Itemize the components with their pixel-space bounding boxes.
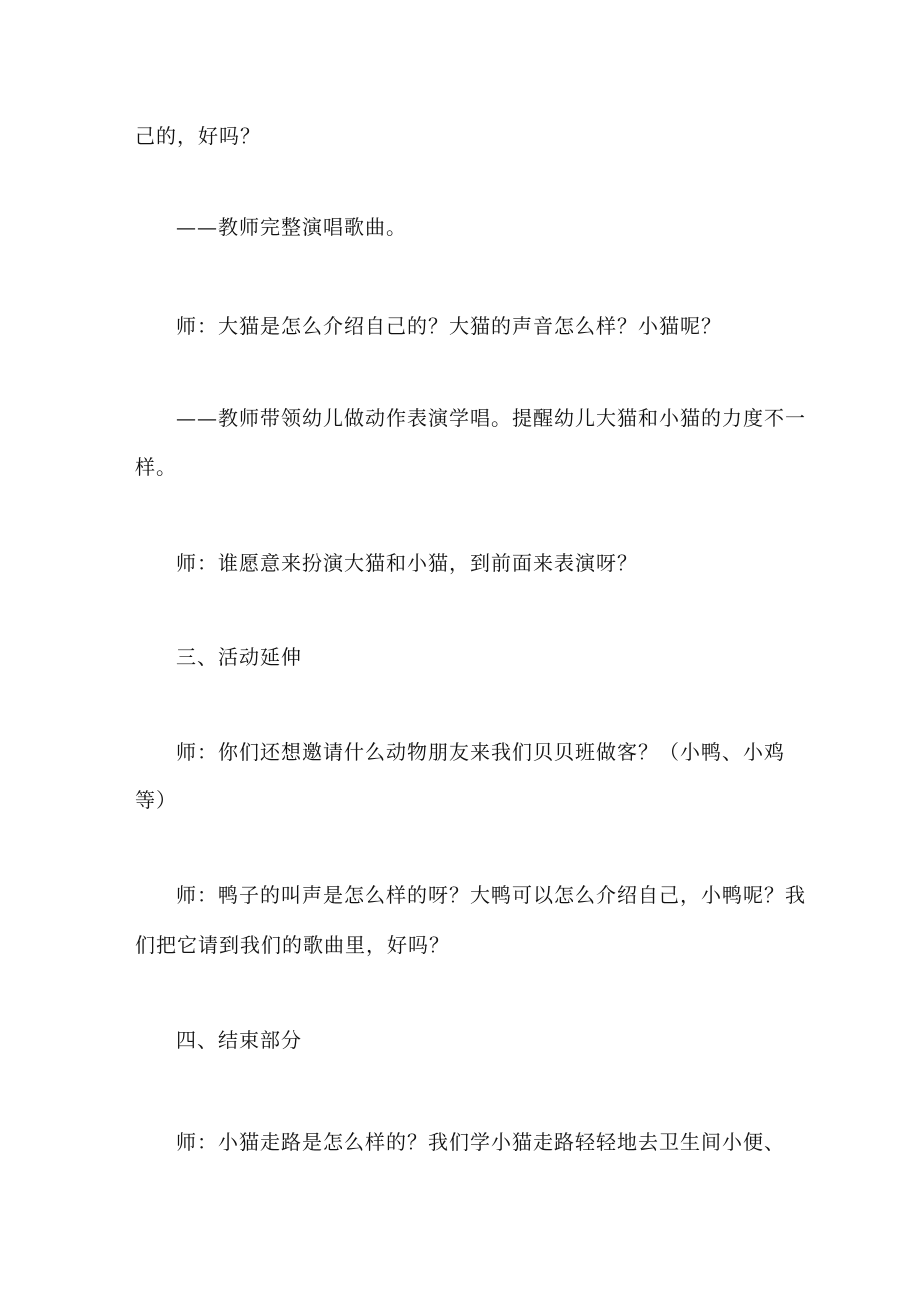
- text-line-duck: 师：鸭子的叫声是怎么样的呀？大鸭可以怎么介绍自己，小鸭呢？我: [176, 883, 806, 907]
- text-line-volunteer: 师：谁愿意来扮演大猫和小猫，到前面来表演呀？: [176, 551, 638, 575]
- text-line-invite-animals: 师：你们还想邀请什么动物朋友来我们贝贝班做客？（小鸭、小鸡: [176, 740, 785, 764]
- section-heading-ending: 四、结束部分: [176, 1028, 302, 1052]
- text-line-teacher-question: 师：大猫是怎么介绍自己的？大猫的声音怎么样？小猫呢？: [176, 314, 722, 338]
- text-line-wrap: 样。: [135, 455, 177, 479]
- text-line-wrap: 们把它请到我们的歌曲里，好吗？: [135, 933, 450, 957]
- text-line-continuation: 己的，好吗？: [135, 124, 261, 148]
- text-line-wrap: 等）: [135, 788, 177, 812]
- text-line-cat-walk: 师：小猫走路是怎么样的？我们学小猫走路轻轻地去卫生间小便、: [176, 1130, 785, 1154]
- text-line-teacher-sings: ——教师完整演唱歌曲。: [176, 215, 407, 239]
- section-heading-extension: 三、活动延伸: [176, 645, 302, 669]
- text-line-teacher-leads: ——教师带领幼儿做动作表演学唱。提醒幼儿大猫和小猫的力度不一: [176, 406, 806, 430]
